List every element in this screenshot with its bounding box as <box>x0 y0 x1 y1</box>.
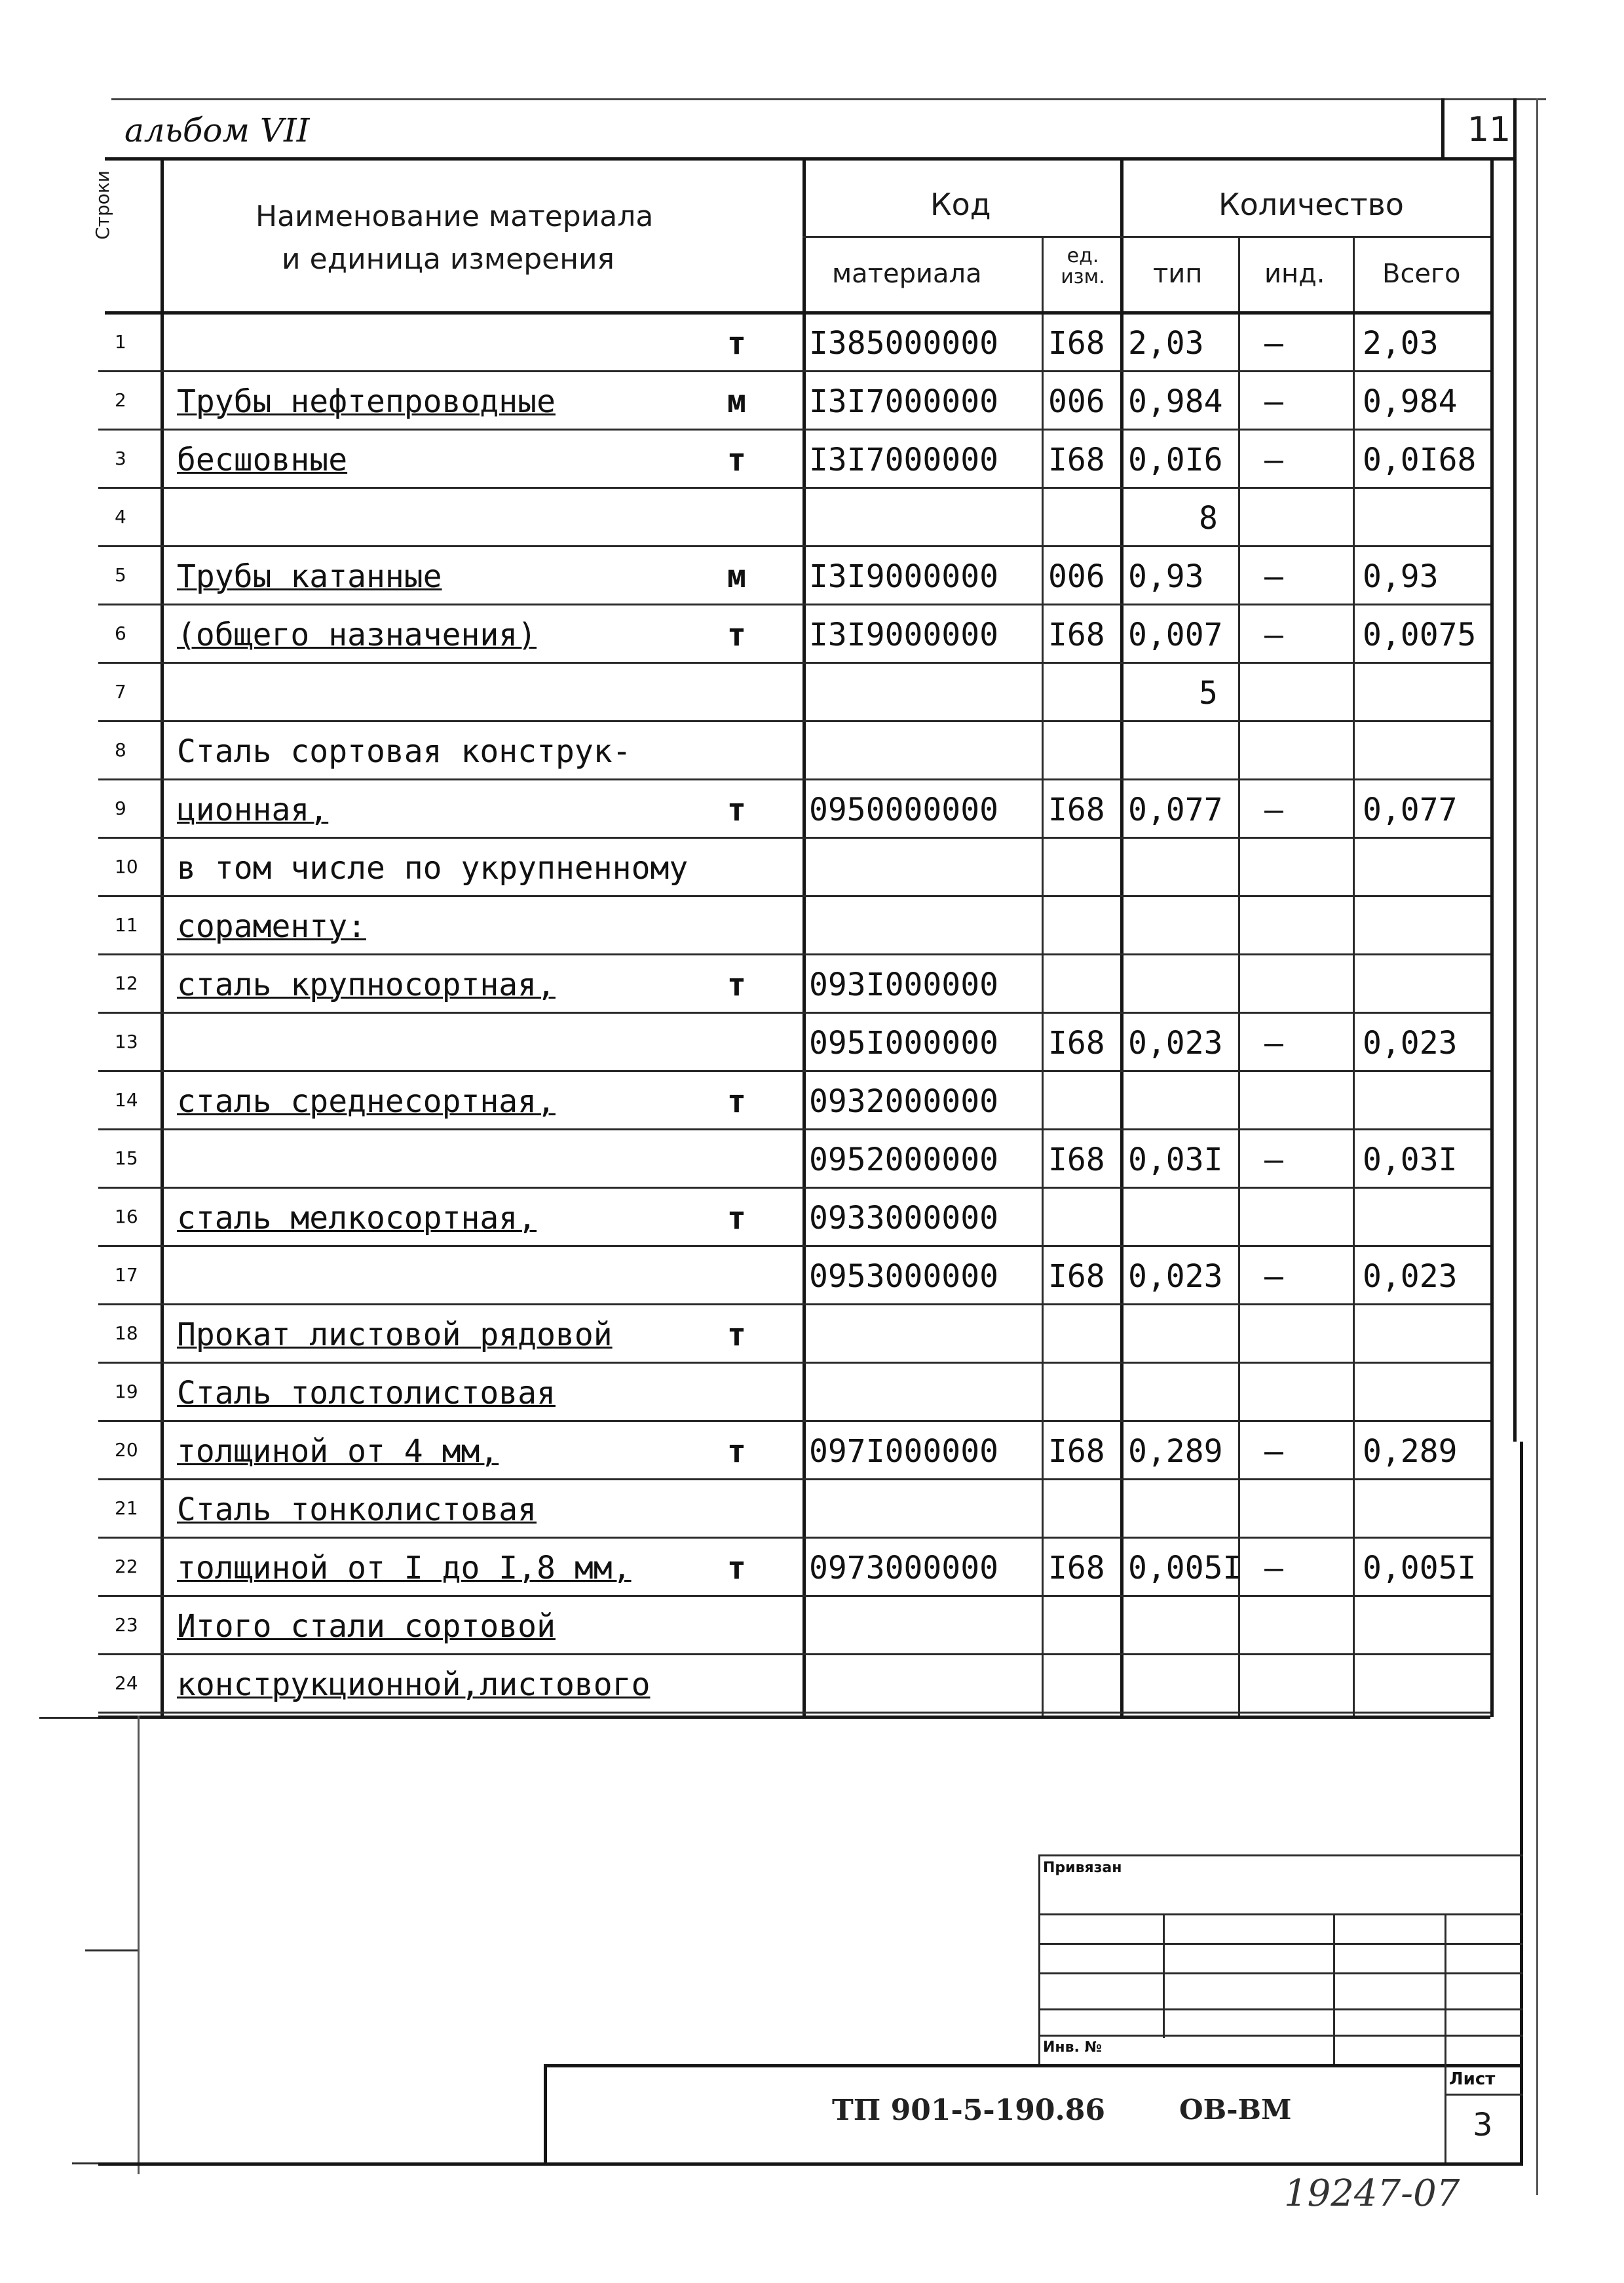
material-code: 0953000000 <box>809 1258 998 1295</box>
unit-label: т <box>727 1200 746 1237</box>
row-divider <box>98 837 1490 839</box>
material-name: Сталь сортовая конструк- <box>177 733 632 770</box>
unit-label: т <box>727 617 746 653</box>
qty-type: 0,077 <box>1128 792 1223 828</box>
qty-individual: – <box>1264 383 1283 420</box>
row-divider <box>98 895 1490 897</box>
row-divider <box>98 429 1490 431</box>
qty-individual: – <box>1264 617 1283 653</box>
row-number: 9 <box>115 797 126 819</box>
unit-label: т <box>727 792 746 828</box>
stamp-privyazan: Привязан <box>1043 1860 1122 1876</box>
row-number: 21 <box>115 1497 138 1519</box>
material-code: 093I000000 <box>809 967 998 1003</box>
row-divider <box>98 1245 1490 1247</box>
unit-label: м <box>727 383 746 420</box>
unit-code: 006 <box>1048 383 1105 420</box>
material-code: 0933000000 <box>809 1200 998 1237</box>
row-divider <box>98 1012 1490 1014</box>
material-name: ционная, <box>177 792 329 828</box>
material-name: (общего назначения) <box>177 617 537 653</box>
row-divider <box>98 1595 1490 1597</box>
col-header-code-unit: ед. изм. <box>1061 244 1105 288</box>
material-name: Трубы катанные <box>177 558 442 595</box>
unit-code: I68 <box>1048 1550 1105 1586</box>
row-divider <box>98 1537 1490 1539</box>
document-code: ТП 901-5-190.86 <box>832 2094 1105 2127</box>
col-header-code-material: материала <box>832 259 982 289</box>
row-number: 22 <box>115 1556 138 1577</box>
unit-code: 006 <box>1048 558 1105 595</box>
material-name: сталь среднесортная, <box>177 1083 556 1120</box>
row-number: 10 <box>115 856 138 877</box>
row-number: 2 <box>115 389 126 411</box>
archive-number: 19247-07 <box>1284 2172 1460 2215</box>
material-code: I3I7000000 <box>809 383 998 420</box>
row-divider <box>98 604 1490 605</box>
col-header-quantity: Количество <box>1218 187 1404 222</box>
row-divider <box>98 1128 1490 1130</box>
row-number: 16 <box>115 1206 138 1227</box>
qty-individual: – <box>1264 1258 1283 1295</box>
row-divider <box>98 1478 1490 1480</box>
material-name: Сталь тонколистовая <box>177 1491 537 1528</box>
qty-individual: – <box>1264 1142 1283 1178</box>
material-code: 0973000000 <box>809 1550 998 1586</box>
material-code: 0952000000 <box>809 1142 998 1178</box>
row-divider <box>98 720 1490 722</box>
qty-total: 0,023 <box>1363 1258 1458 1295</box>
qty-type: 0,93 <box>1128 558 1204 595</box>
qty-total: 0,005I <box>1363 1550 1477 1586</box>
qty-total: 2,03 <box>1363 325 1439 362</box>
sheet-number: 3 <box>1473 2107 1493 2143</box>
material-name: конструкционной,листового <box>177 1666 651 1703</box>
unit-code: I68 <box>1048 325 1105 362</box>
material-code: I385000000 <box>809 325 998 362</box>
unit-label: м <box>727 558 746 595</box>
qty-total: 0,023 <box>1363 1025 1458 1062</box>
unit-code: I68 <box>1048 442 1105 478</box>
row-number: 17 <box>115 1264 138 1286</box>
qty-type: 2,03 <box>1128 325 1204 362</box>
qty-individual: – <box>1264 792 1283 828</box>
row-number: 19 <box>115 1381 138 1402</box>
col-header-code: Код <box>930 187 991 222</box>
sheet-label: Лист <box>1449 2069 1496 2089</box>
row-divider <box>98 953 1490 955</box>
material-code: I3I9000000 <box>809 558 998 595</box>
row-divider <box>98 1362 1490 1364</box>
row-divider <box>98 778 1490 780</box>
material-code: 0950000000 <box>809 792 998 828</box>
material-name: Итого стали сортовой <box>177 1608 556 1645</box>
qty-type: 5 <box>1199 675 1218 712</box>
col-header-type: тип <box>1153 259 1203 289</box>
sheet-corner-number: 11 <box>1467 110 1511 149</box>
row-number: 18 <box>115 1322 138 1344</box>
row-divider <box>98 370 1490 372</box>
row-divider <box>98 545 1490 547</box>
album-label: альбом VII <box>124 111 310 149</box>
col-header-total: Всего <box>1382 259 1461 289</box>
qty-total: 0,93 <box>1363 558 1439 595</box>
row-number: 15 <box>115 1147 138 1169</box>
material-name: Прокат листовой рядовой <box>177 1316 613 1353</box>
material-name: бесшовные <box>177 442 348 478</box>
unit-label: т <box>727 325 746 362</box>
unit-code: I68 <box>1048 1258 1105 1295</box>
unit-label: т <box>727 1083 746 1120</box>
qty-total: 0,984 <box>1363 383 1458 420</box>
unit-label: т <box>727 1316 746 1353</box>
material-name: Трубы нефтепроводные <box>177 383 556 420</box>
unit-code: I68 <box>1048 1142 1105 1178</box>
row-divider <box>98 1303 1490 1305</box>
qty-individual: – <box>1264 1550 1283 1586</box>
material-name: сораменту: <box>177 908 366 945</box>
unit-label: т <box>727 442 746 478</box>
unit-label: т <box>727 967 746 1003</box>
qty-type: 0,03I <box>1128 1142 1223 1178</box>
qty-individual: – <box>1264 442 1283 478</box>
material-code: 0932000000 <box>809 1083 998 1120</box>
qty-type: 0,0I6 <box>1128 442 1223 478</box>
col-header-name-2: и единица измерения <box>282 242 615 276</box>
row-number: 24 <box>115 1672 138 1694</box>
row-number: 12 <box>115 972 138 994</box>
row-number: 20 <box>115 1439 138 1461</box>
qty-total: 0,0075 <box>1363 617 1477 653</box>
material-name: в том числе по укрупненному <box>177 850 689 887</box>
material-name: толщиной от I до I,8 мм, <box>177 1550 632 1586</box>
row-divider <box>98 1187 1490 1189</box>
unit-code: I68 <box>1048 1025 1105 1062</box>
material-code: I3I7000000 <box>809 442 998 478</box>
material-name: Сталь толстолистовая <box>177 1375 556 1411</box>
row-number: 13 <box>115 1031 138 1052</box>
side-label: Строки <box>92 170 113 240</box>
qty-individual: – <box>1264 325 1283 362</box>
row-number: 6 <box>115 623 126 644</box>
row-divider <box>98 662 1490 664</box>
unit-code: I68 <box>1048 792 1105 828</box>
row-divider <box>98 1653 1490 1655</box>
row-number: 23 <box>115 1614 138 1636</box>
row-number: 14 <box>115 1089 138 1111</box>
qty-individual: – <box>1264 1433 1283 1470</box>
col-header-name-1: Наименование материала <box>255 200 654 233</box>
qty-type: 0,984 <box>1128 383 1223 420</box>
stamp-inventory-number: Инв. № <box>1043 2039 1103 2056</box>
row-number: 8 <box>115 739 126 761</box>
row-number: 1 <box>115 331 126 353</box>
unit-code: I68 <box>1048 617 1105 653</box>
row-number: 4 <box>115 506 126 528</box>
unit-code: I68 <box>1048 1433 1105 1470</box>
row-divider <box>98 1420 1490 1422</box>
material-code: I3I9000000 <box>809 617 998 653</box>
col-header-individual: инд. <box>1264 259 1325 289</box>
document-mark: ОВ-ВМ <box>1179 2094 1292 2126</box>
qty-individual: – <box>1264 558 1283 595</box>
row-divider <box>98 487 1490 489</box>
material-name: толщиной от 4 мм, <box>177 1433 499 1470</box>
qty-type: 0,007 <box>1128 617 1223 653</box>
qty-type: 0,023 <box>1128 1025 1223 1062</box>
qty-type: 8 <box>1199 500 1218 537</box>
row-number: 5 <box>115 564 126 586</box>
qty-total: 0,077 <box>1363 792 1458 828</box>
material-name: сталь крупносортная, <box>177 967 556 1003</box>
qty-type: 0,005I <box>1128 1550 1242 1586</box>
qty-total: 0,289 <box>1363 1433 1458 1470</box>
row-divider <box>98 1712 1490 1714</box>
row-number: 7 <box>115 681 126 702</box>
qty-total: 0,0I68 <box>1363 442 1477 478</box>
row-number: 11 <box>115 914 138 936</box>
qty-type: 0,289 <box>1128 1433 1223 1470</box>
unit-label: т <box>727 1433 746 1470</box>
unit-label: т <box>727 1550 746 1586</box>
qty-type: 0,023 <box>1128 1258 1223 1295</box>
qty-total: 0,03I <box>1363 1142 1458 1178</box>
qty-individual: – <box>1264 1025 1283 1062</box>
material-code: 097I000000 <box>809 1433 998 1470</box>
row-number: 3 <box>115 448 126 469</box>
material-code: 095I000000 <box>809 1025 998 1062</box>
material-name: сталь мелкосортная, <box>177 1200 537 1237</box>
row-divider <box>98 1070 1490 1072</box>
